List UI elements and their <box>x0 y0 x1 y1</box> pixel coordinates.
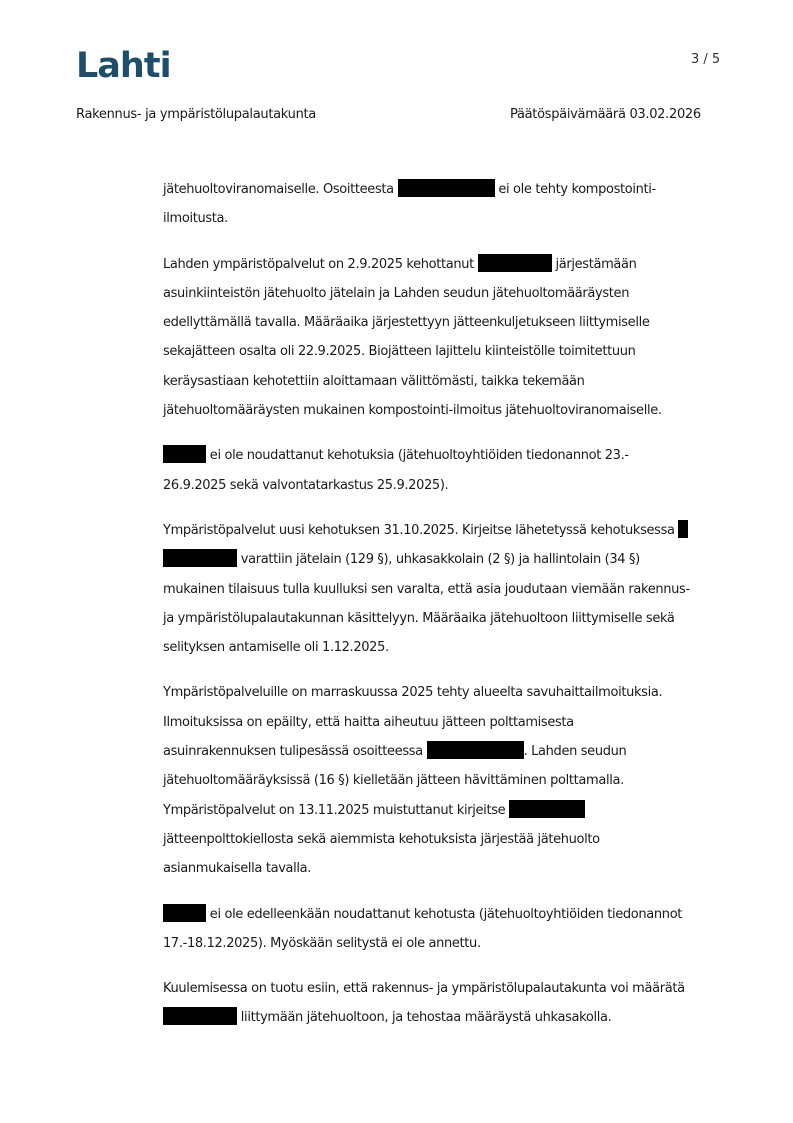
text-run: Ympäristöpalvelut on 13.11.2025 muistuttanut kirjeitse <box>163 802 506 818</box>
text-run: Lahden ympäristöpalvelut on 2.9.2025 kehottanut <box>163 256 474 272</box>
text-run: ei ole noudattanut kehotuksia (jätehuoltoyhtiöiden tiedonannot 23.- <box>209 448 629 464</box>
text-run: ei ole tehty kompostointi- <box>498 182 656 197</box>
text-line: sekajätteen osalta oli 22.9.2025. Biojätteen lajittelu kiinteistölle toimitettuun <box>163 344 636 360</box>
text-line: mukainen tilaisuus tulla kuulluksi sen varalta, että asia joudutaan viemään rakennus- <box>163 581 690 597</box>
redaction-box <box>398 179 495 197</box>
text-line: asuinkiinteistön jätehuolto jätelain ja Lahden seudun jätehuoltomääräysten <box>163 285 630 301</box>
text-line: jätteenpolttokiellosta sekä aiemmista kehotuksista järjestää jätehuolto <box>163 831 600 847</box>
page-number: 3 / 5 <box>691 52 721 67</box>
text-run: järjestämään <box>555 256 637 272</box>
paragraph <box>163 516 723 662</box>
text-line: edellyttämällä tavalla. Määräaika järjestettyyn jätteenkuljetukseen liittymiselle <box>163 315 650 331</box>
text-line: Kuulemisessa on tuotu esiin, että rakennus- ja ympäristölupalautakunta voi määrätä <box>163 981 685 997</box>
paragraph <box>163 900 723 959</box>
text-line: asianmukaisella tavalla. <box>163 861 312 877</box>
text-line: jätehuoltomääräyksissä (16 §) kielletään jätteen hävittäminen polttamalla. <box>163 773 624 789</box>
text-line: Ilmoituksissa on epäilty, että haitta aiheutuu jätteen polttamisesta <box>163 714 574 730</box>
text-line: selityksen antamiselle oli 1.12.2025. <box>163 640 389 656</box>
text-line: ilmoitusta. <box>163 211 228 227</box>
paragraph <box>163 441 723 500</box>
text-run: varattiin jätelain (129 §), uhkasakkolain (2 §) ja hallintolain (34 §) <box>240 552 640 568</box>
text-line: Ympäristöpalveluille on marraskuussa 2025 tehty alueelta savuhaittailmoituksia. <box>163 685 663 701</box>
organization-name: Rakennus- ja ympäristölupalautakunta <box>76 107 316 122</box>
paragraph <box>163 175 723 234</box>
lahti-logo: Lahti <box>76 46 171 86</box>
text-line: keräysastiaan kehotettiin aloittamaan välittömästi, taikka tekemään <box>163 373 585 389</box>
text-run: jätehuoltoviranomaiselle. Osoitteesta <box>163 182 394 197</box>
redaction-box <box>678 520 688 538</box>
paragraph <box>163 250 723 426</box>
text-line: 26.9.2025 sekä valvontatarkastus 25.9.2025). <box>163 477 449 493</box>
redaction-box <box>163 1007 237 1025</box>
redaction-box <box>427 741 524 759</box>
document-body <box>163 175 723 1033</box>
text-run: asuinrakennuksen tulipesässä osoitteessa <box>163 744 423 760</box>
text-line: jätehuoltomääräysten mukainen kompostointi-ilmoitus jätehuoltoviranomaiselle. <box>163 403 662 419</box>
redaction-box <box>509 800 585 818</box>
text-run: ei ole edelleenkään noudattanut kehotusta (jätehuoltoyhtiöiden tiedonannot <box>209 906 683 922</box>
redaction-box <box>163 904 206 922</box>
redaction-box <box>478 254 552 272</box>
redaction-box <box>163 549 237 567</box>
redaction-box <box>163 445 206 463</box>
decision-date: Päätöspäivämäärä 03.02.2026 <box>510 107 701 122</box>
paragraph <box>163 974 723 1033</box>
paragraph <box>163 678 723 883</box>
text-run: liittymään jätehuoltoon, ja tehostaa määräystä uhkasakolla. <box>240 1010 612 1026</box>
text-line: 17.-18.12.2025). Myöskään selitystä ei ole annettu. <box>163 935 481 951</box>
text-line: ja ympäristölupalautakunnan käsittelyyn. Määräaika jätehuoltoon liittymiselle sekä <box>163 610 675 626</box>
text-run: . Lahden seudun <box>523 744 627 760</box>
text-run: Ympäristöpalvelut uusi kehotuksen 31.10.2025. Kirjeitse lähetetyssä kehotuksessa <box>163 522 675 538</box>
